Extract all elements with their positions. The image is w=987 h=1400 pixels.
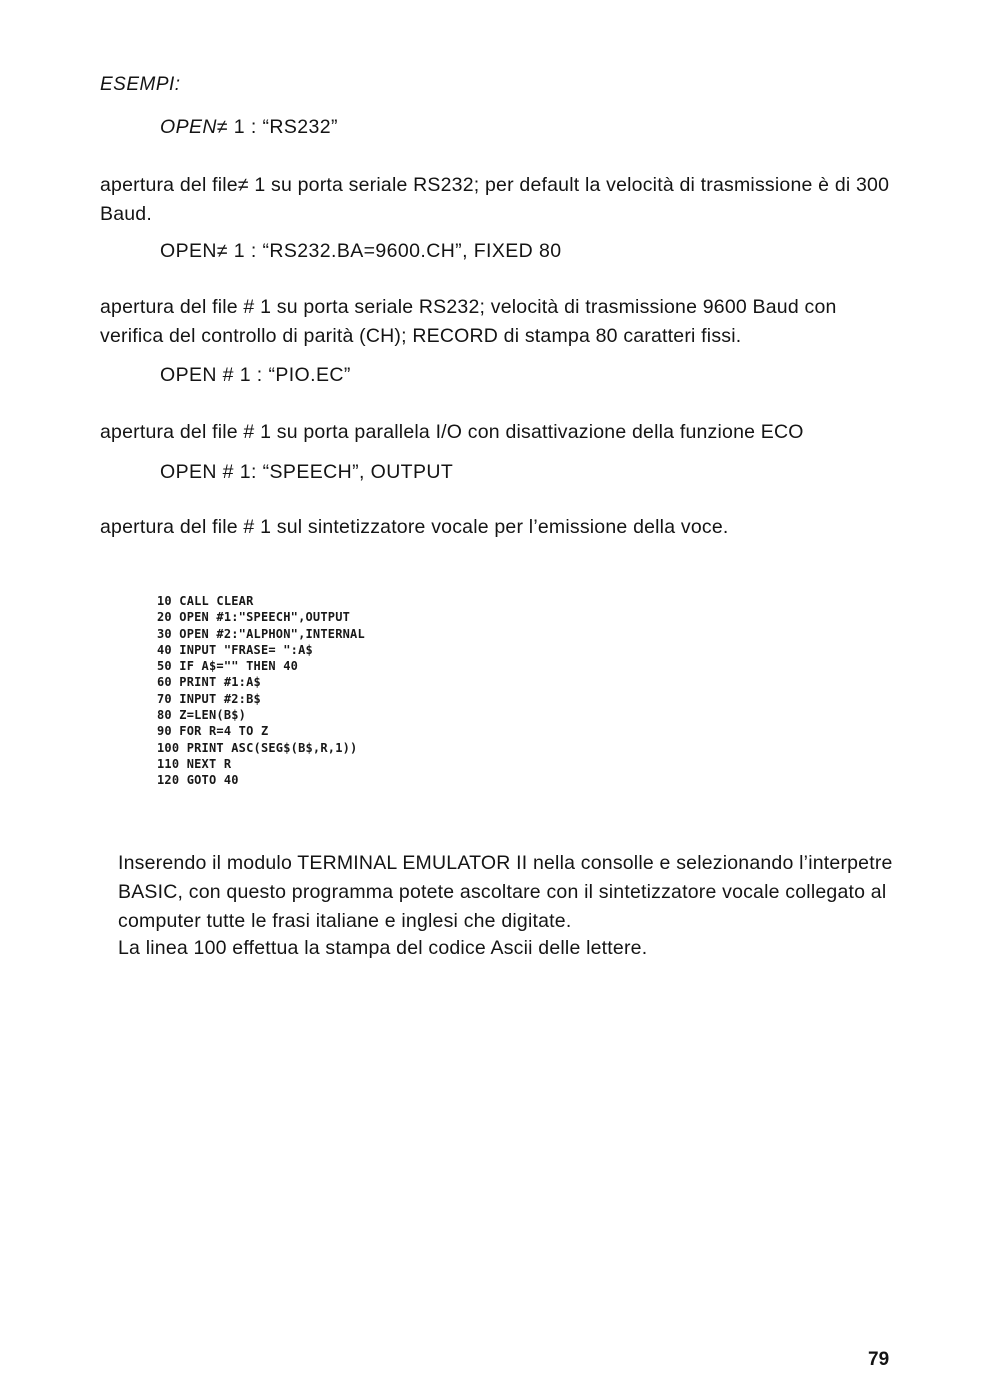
listing-line: 70 INPUT #2:B$ [157,691,261,706]
example-1-description: apertura del file≠ 1 su porta seriale RS232; per default la velocità di trasmissione è di 300 Baud. [100,174,890,225]
code-example-1 [160,116,338,139]
listing-line: 10 CALL CLEAR [157,594,254,608]
listing-line: 80 Z=LEN(B$) [157,708,247,723]
example-3-description: apertura del file # 1 su porta parallela I/O con disattivazione della funzione ECO [100,421,804,443]
section-heading: ESEMPI: [100,74,181,95]
listing-line: 110 NEXT R [157,756,232,771]
line-100-note: La linea 100 effettua la stampa del codice Ascii delle lettere. [118,937,648,959]
program-explanation: Inserendo il modulo TERMINAL EMULATOR II nella consolle e selezionando l’interpetre BASIC, con questo programma potete ascoltare con il sintetizzatore vocale collegato al computer tutte le frasi italiane e inglesi che digitate. [118,852,893,932]
listing-line: 40 INPUT "FRASE= ":A$ [157,642,313,657]
listing-line: 90 FOR R=4 TO Z [157,724,269,739]
listing-line: 20 OPEN #1:"SPEECH",OUTPUT [157,610,351,625]
code-example-4: OPEN # 1: “SPEECH”, OUTPUT [160,461,454,483]
listing-line: 100 PRINT ASC(SEG$(B$,R,1)) [157,740,358,755]
page-number: 79 [868,1349,890,1370]
code-example-2: OPEN≠ 1 : “RS232.BA=9600.CH”, FIXED 80 [160,240,562,262]
example-4-description: apertura del file # 1 sul sintetizzatore vocale per l’emissione della voce. [100,516,729,538]
listing-line: 120 GOTO 40 [157,773,239,788]
listing-line: 60 PRINT #1:A$ [157,675,261,690]
code-example-1-keyword: OPEN≠ [160,116,228,138]
code-example-1-args: 1 : “RS232” [227,116,338,138]
code-example-3: OPEN # 1 : “PIO.EC” [160,364,351,386]
example-2-description: apertura del file # 1 su porta seriale RS232; velocità di trasmissione 9600 Baud con verifica del controllo di parità (CH); RECORD di stampa 80 caratteri fissi. [100,296,837,347]
listing-line: 50 IF A$="" THEN 40 [157,659,299,674]
basic-program-listing [157,593,365,789]
listing-line: 30 OPEN #2:"ALPHON",INTERNAL [157,626,365,641]
